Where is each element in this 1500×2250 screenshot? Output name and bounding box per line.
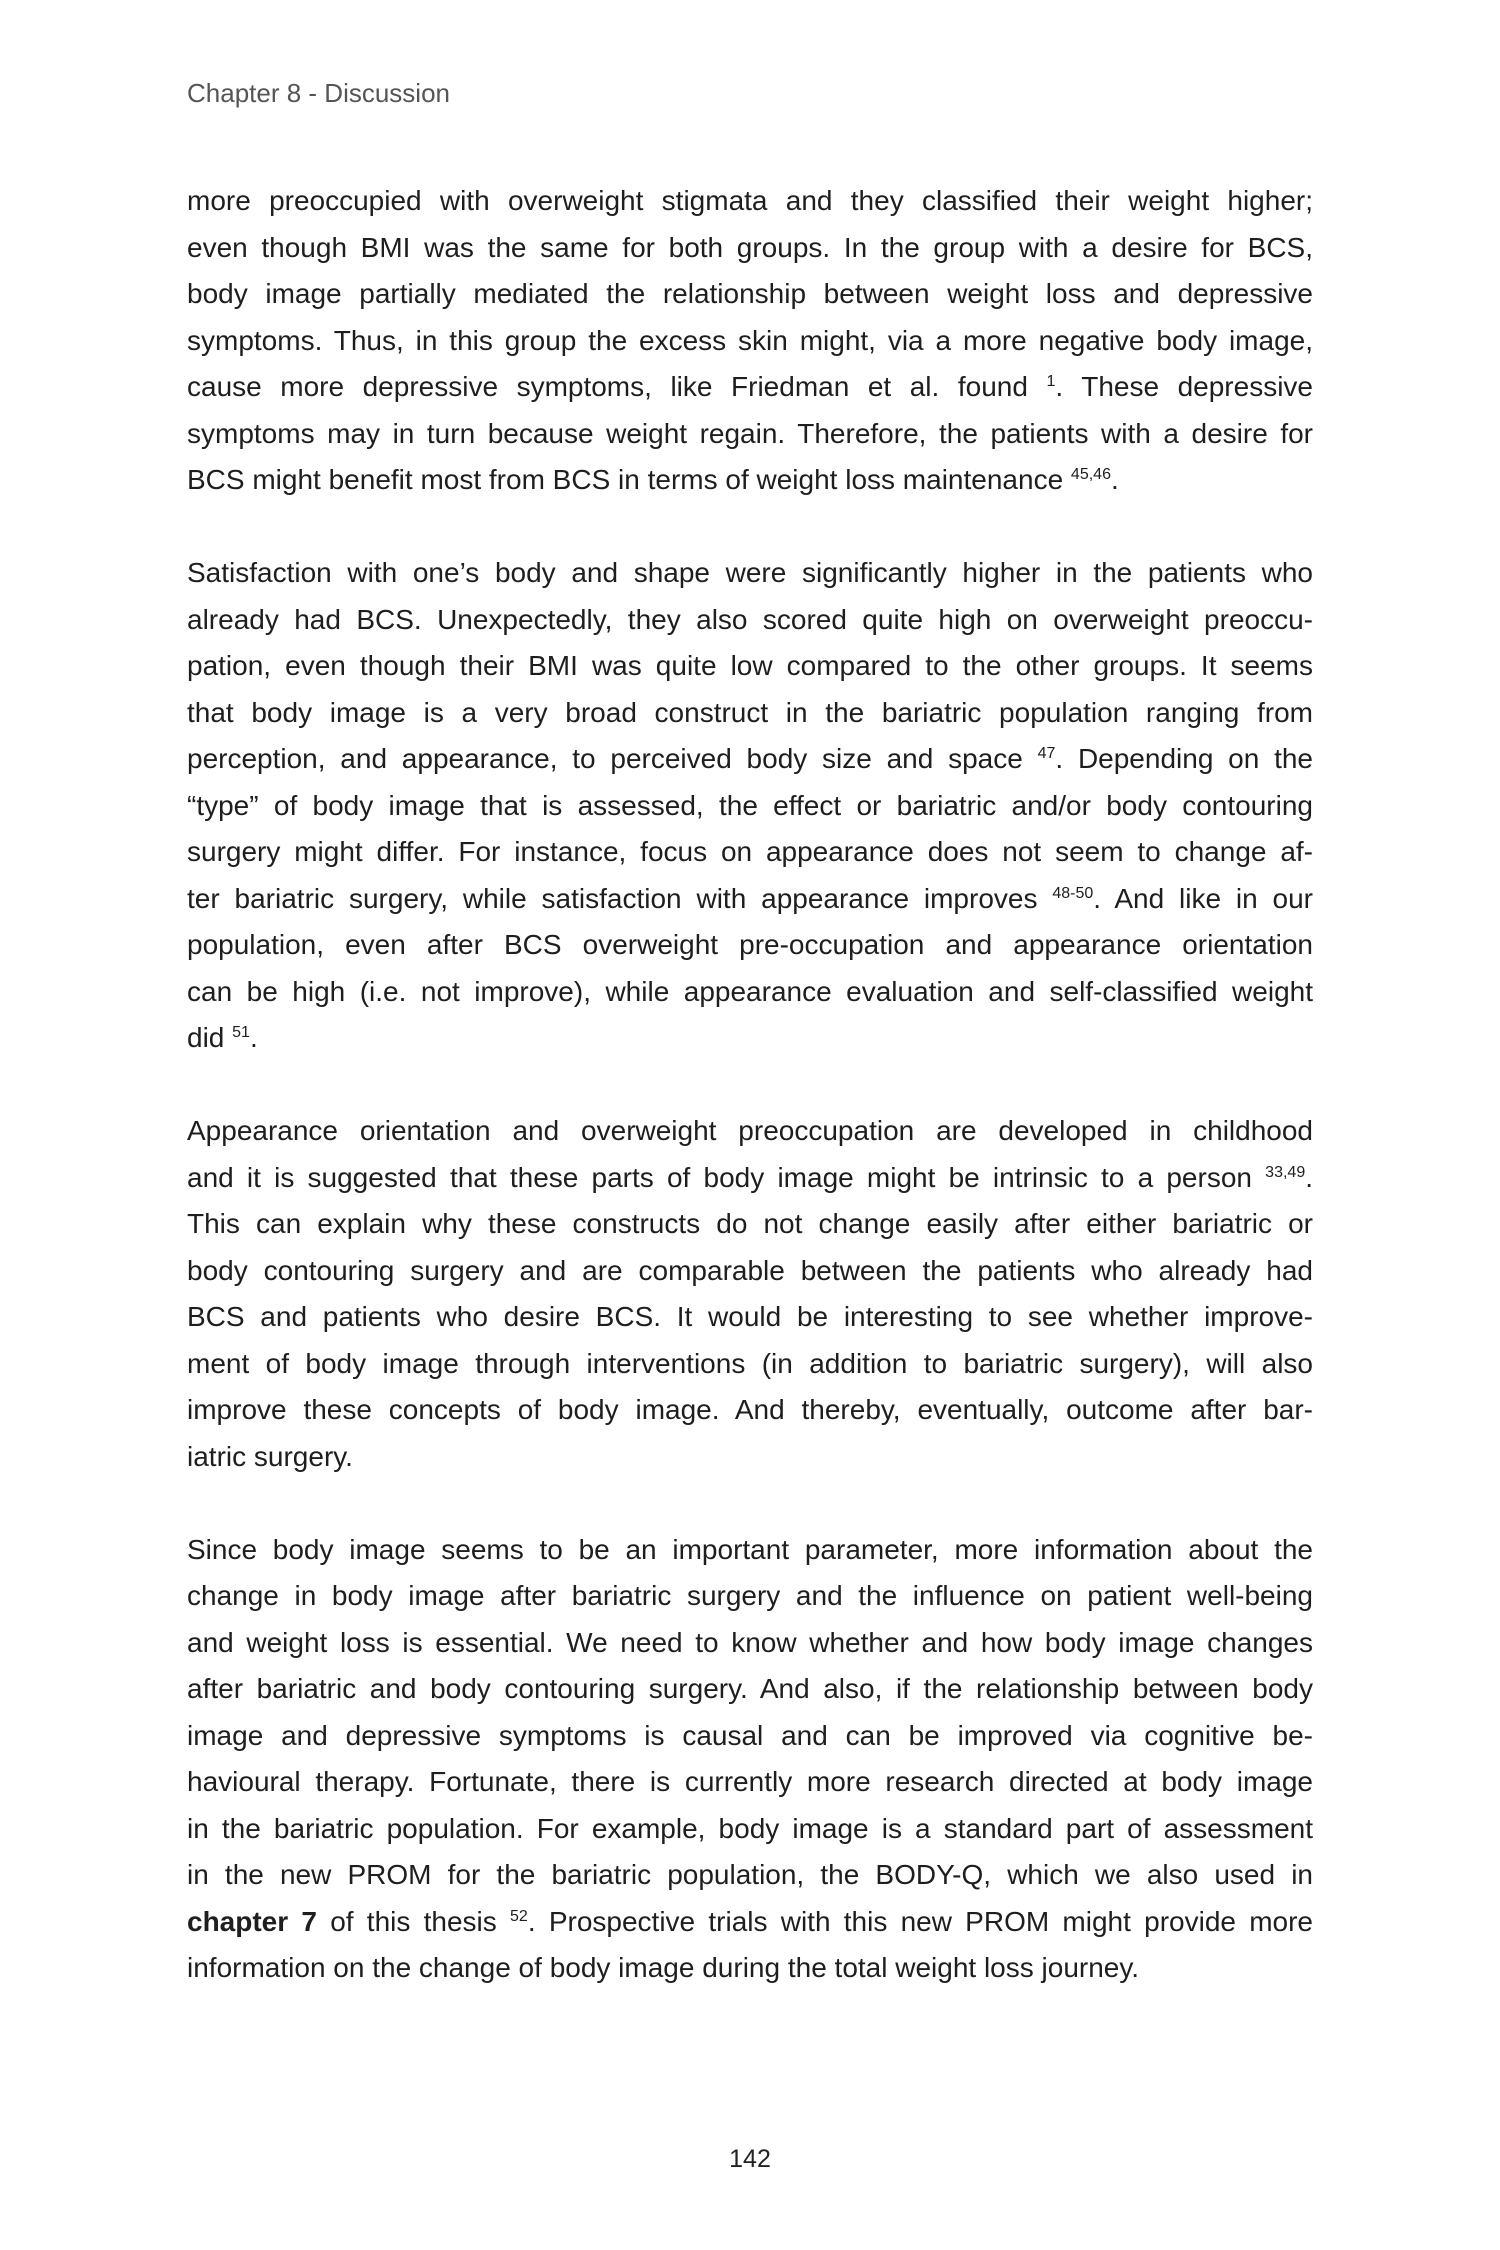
text-segment: population, even after BCS overweight pre-occupation and appearance orientation xyxy=(187,929,1313,960)
text-segment: of this thesis xyxy=(316,1905,511,1937)
citation-superscript: 47 xyxy=(1037,745,1056,762)
text-line xyxy=(187,411,1313,458)
text-segment: perception, and appearance, to perceived body size and space xyxy=(187,743,1038,774)
text-line xyxy=(187,364,1313,411)
text-line xyxy=(187,829,1313,876)
text-segment: Since body image seems to be an important parameter, more information about the xyxy=(187,1533,1313,1565)
citation-superscript: 52 xyxy=(510,1907,528,1925)
text-line xyxy=(187,643,1313,690)
text-segment: . These depressive xyxy=(1055,371,1313,402)
running-header: Chapter 8 - Discussion xyxy=(187,78,450,108)
citation-superscript: 45,46 xyxy=(1070,466,1111,483)
text-segment: This can explain why these constructs do not change easily after either bariatric or xyxy=(187,1208,1313,1239)
text-segment: . xyxy=(1305,1161,1313,1193)
text-segment: body contouring surgery and are comparable between the patients who already had xyxy=(187,1254,1313,1286)
text-line xyxy=(187,457,1313,504)
text-segment: improve these concepts of body image. And thereby, eventually, outcome after bar- xyxy=(187,1394,1313,1425)
text-segment: Satisfaction with one’s body and shape were significantly higher in the patients who xyxy=(187,557,1313,588)
text-segment: havioural therapy. Fortunate, there is currently more research directed at body image xyxy=(187,1766,1313,1797)
text-line xyxy=(187,225,1313,272)
text-line xyxy=(187,690,1313,737)
page-number: 142 xyxy=(729,2145,771,2173)
text-line xyxy=(187,876,1313,923)
text-segment: ter bariatric surgery, while satisfaction with appearance improves xyxy=(187,882,1053,914)
text-line xyxy=(187,1248,1313,1295)
text-line xyxy=(187,1713,1313,1760)
text-line xyxy=(187,1945,1313,1992)
text-segment: symptoms. Thus, in this group the excess skin might, via a more negative body image, xyxy=(187,324,1313,356)
citation-superscript: 33,49 xyxy=(1265,1163,1306,1181)
text-segment: in the new PROM for the bariatric population, the BODY-Q, which we also used in xyxy=(187,1859,1313,1890)
text-line xyxy=(187,1573,1313,1620)
text-line xyxy=(187,1806,1313,1853)
text-line xyxy=(187,1899,1313,1946)
text-line xyxy=(187,736,1313,783)
text-line xyxy=(187,969,1313,1016)
text-line xyxy=(187,271,1313,318)
text-segment: surgery might differ. For instance, focus on appearance does not seem to change af- xyxy=(187,836,1313,867)
text-segment: and weight loss is essential. We need to know whether and how body image changes xyxy=(187,1626,1313,1658)
text-segment: already had BCS. Unexpectedly, they also scored quite high on overweight preoccu- xyxy=(187,603,1313,635)
citation-superscript: 51 xyxy=(232,1024,250,1041)
text-segment: that body image is a very broad construct in the bariatric population ranging from xyxy=(187,696,1313,728)
body-text xyxy=(187,178,1313,2038)
text-segment: after bariatric and body contouring surgery. And also, if the relationship between body xyxy=(187,1673,1313,1704)
text-segment: ment of body image through interventions (in addition to bariatric surgery), will also xyxy=(187,1347,1313,1379)
text-segment: body image partially mediated the relationship between weight loss and depressive xyxy=(187,278,1313,309)
citation-superscript: 48-50 xyxy=(1052,884,1094,902)
text-line xyxy=(187,318,1313,365)
text-segment: . xyxy=(1110,464,1119,495)
text-segment: iatric surgery. xyxy=(187,1440,353,1472)
text-line xyxy=(187,1155,1313,1202)
text-line xyxy=(187,1620,1313,1667)
text-segment: cause more depressive symptoms, like Friedman et al. found xyxy=(187,371,1047,402)
text-segment: did xyxy=(187,1022,233,1053)
text-segment: BCS and patients who desire BCS. It would be interesting to see whether improve- xyxy=(187,1301,1313,1332)
paragraph xyxy=(187,178,1313,504)
text-segment: . Prospective trials with this new PROM might provide more xyxy=(527,1905,1314,1937)
text-line xyxy=(187,922,1313,969)
text-segment: change in body image after bariatric surgery and the influence on patient well-being xyxy=(187,1580,1313,1611)
text-segment: more preoccupied with overweight stigmata and they classified their weight higher; xyxy=(187,185,1313,216)
text-segment: BCS might benefit most from BCS in terms of weight loss maintenance xyxy=(187,464,1071,495)
text-segment: even though BMI was the same for both groups. In the group with a desire for BCS, xyxy=(187,231,1313,263)
text-segment: pation, even though their BMI was quite low compared to the other groups. It seems xyxy=(187,650,1313,681)
paragraph xyxy=(187,550,1313,1062)
text-line xyxy=(187,1666,1313,1713)
text-line xyxy=(187,178,1313,225)
text-line xyxy=(187,1108,1313,1155)
text-line xyxy=(187,597,1313,644)
text-segment: Appearance orientation and overweight preoccupation are developed in childhood xyxy=(187,1115,1313,1146)
text-segment: information on the change of body image during the total weight loss journey. xyxy=(187,1952,1140,1983)
text-line xyxy=(187,783,1313,830)
text-line xyxy=(187,550,1313,597)
text-segment: symptoms may in turn because weight regain. Therefore, the patients with a desire for xyxy=(187,417,1313,449)
text-segment: in the bariatric population. For example, body image is a standard part of assessment xyxy=(187,1812,1313,1844)
text-segment: . And like in our xyxy=(1093,882,1313,914)
text-line xyxy=(187,1015,1313,1062)
text-line xyxy=(187,1759,1313,1806)
citation-superscript: 1 xyxy=(1046,373,1056,390)
text-line xyxy=(187,1201,1313,1248)
text-segment: “type” of body image that is assessed, the effect or bariatric and/or body contouring xyxy=(187,789,1313,821)
bold-reference: chapter 7 xyxy=(187,1905,317,1937)
text-line xyxy=(187,1341,1313,1388)
text-line xyxy=(187,1294,1313,1341)
text-line xyxy=(187,1387,1313,1434)
text-segment: and it is suggested that these parts of body image might be intrinsic to a person xyxy=(187,1161,1266,1193)
text-line xyxy=(187,1852,1313,1899)
text-segment: . xyxy=(249,1022,258,1053)
text-line xyxy=(187,1527,1313,1574)
paragraph xyxy=(187,1108,1313,1480)
text-segment: . Depending on the xyxy=(1055,743,1313,774)
text-segment: can be high (i.e. not improve), while appearance evaluation and self-classified weight xyxy=(187,975,1313,1007)
text-line xyxy=(187,1434,1313,1481)
text-segment: image and depressive symptoms is causal and can be improved via cognitive be- xyxy=(187,1719,1313,1751)
paragraph xyxy=(187,1527,1313,1992)
